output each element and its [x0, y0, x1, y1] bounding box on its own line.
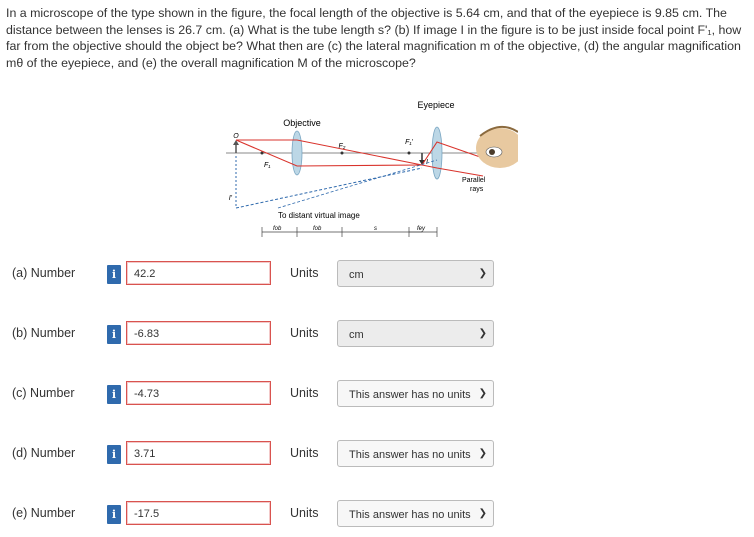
part-label: (e) Number [12, 506, 76, 520]
objective-label: Objective [283, 118, 321, 128]
units-label: Units [290, 506, 319, 520]
chevron-down-icon: ❯ [478, 268, 487, 279]
units-value: cm [349, 269, 364, 281]
info-icon[interactable]: i [107, 325, 121, 344]
number-input[interactable]: -6.83 [126, 321, 271, 345]
units-select[interactable] [337, 380, 494, 407]
image-label: I [426, 159, 428, 166]
f2-label: F₂ [338, 143, 346, 150]
chevron-down-icon: ❯ [478, 448, 487, 459]
answer-row [0, 437, 754, 471]
part-label: (c) Number [12, 386, 75, 400]
rays-label: rays [470, 186, 484, 193]
f1prime-label: F₁' [405, 139, 413, 146]
info-icon[interactable]: i [107, 385, 121, 404]
info-icon[interactable]: i [107, 445, 121, 464]
info-icon[interactable]: i [107, 505, 121, 524]
units-select[interactable] [337, 320, 494, 347]
microscope-figure [218, 96, 518, 256]
f1-label: F₁ [264, 162, 271, 169]
units-value: This answer has no units [349, 389, 471, 401]
units-select[interactable] [337, 260, 494, 287]
units-label: Units [290, 266, 319, 280]
object-label: O [233, 133, 239, 140]
dim-fey: fey [417, 226, 426, 232]
chevron-down-icon: ❯ [478, 508, 487, 519]
answer-row [0, 497, 754, 531]
units-value: This answer has no units [349, 449, 471, 461]
answer-row [0, 377, 754, 411]
units-value: This answer has no units [349, 509, 471, 521]
question-text: In a microscope of the type shown in the figure, the focal length of the objective is 5.64 cm, and that of the eyepiece is 9.85 cm. The distance between the lenses is 26.7 cm. (a) What is the tube length s? (b) If image I in the figure is to be just inside focal point F'₁, how far from the objective should the object be? What then are (c) the lateral magnification m of the objective, (d) the angular magnification mθ of the eyepiece, and (e) the overall magnification M of the microscope? [6, 6, 742, 70]
answer-row [0, 257, 754, 291]
part-label: (b) Number [12, 326, 76, 340]
chevron-down-icon: ❯ [478, 328, 487, 339]
eyepiece-label: Eyepiece [417, 100, 455, 110]
number-input[interactable]: 42.2 [126, 261, 271, 285]
answer-row [0, 317, 754, 351]
number-input[interactable]: -4.73 [126, 381, 271, 405]
units-value: cm [349, 329, 364, 341]
units-select[interactable] [337, 440, 494, 467]
dim-fob-2: fob [313, 226, 322, 232]
parallel-label: Parallel [462, 177, 486, 184]
number-input[interactable]: 3.71 [126, 441, 271, 465]
number-input[interactable]: -17.5 [126, 501, 271, 525]
chevron-down-icon: ❯ [478, 388, 487, 399]
part-label: (a) Number [12, 266, 76, 280]
dim-s: s [374, 226, 377, 232]
units-label: Units [290, 446, 319, 460]
info-icon[interactable]: i [107, 265, 121, 284]
units-select[interactable] [337, 500, 494, 527]
units-label: Units [290, 326, 319, 340]
virtual-image-caption: To distant virtual image [278, 211, 360, 220]
dim-fob-1: fob [273, 226, 282, 232]
part-label: (d) Number [12, 446, 76, 460]
virtual-image-label: I' [228, 195, 232, 202]
units-label: Units [290, 386, 319, 400]
